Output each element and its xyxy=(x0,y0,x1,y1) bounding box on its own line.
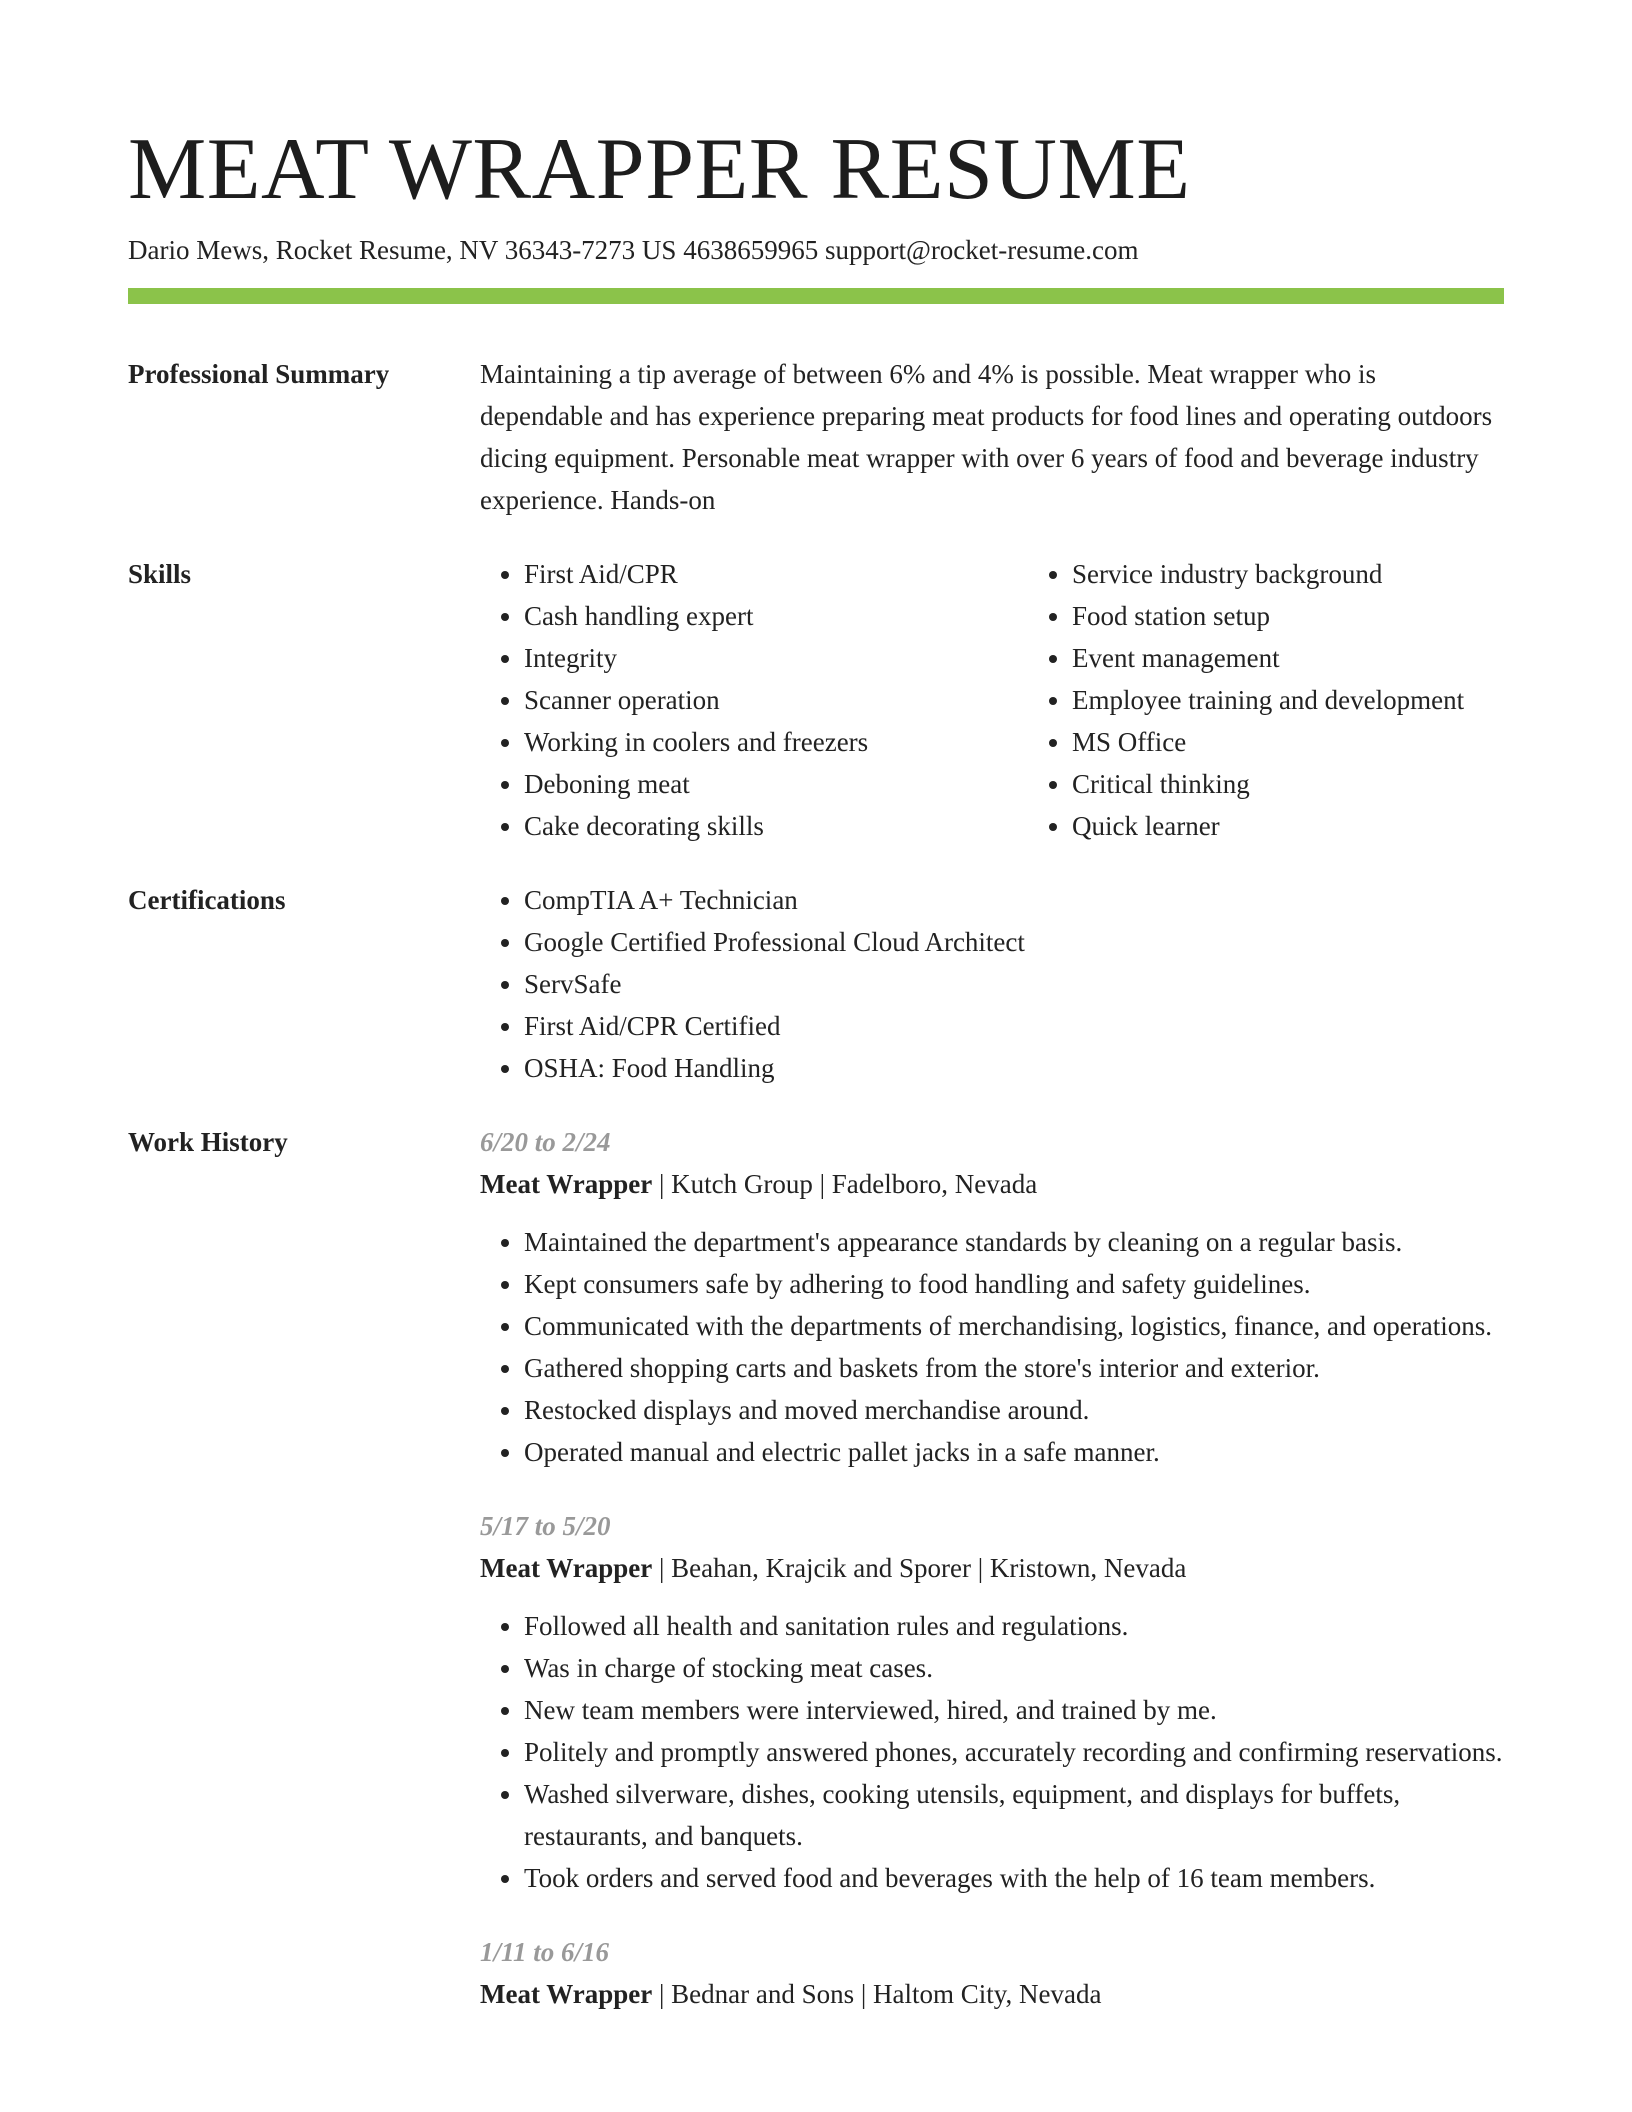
skills-section xyxy=(128,553,1504,847)
job-entry xyxy=(480,1931,1504,2015)
list-item: • Washed silverware, dishes, cooking utensils, equipment, and displays for buffets, restaurants, and banquets. xyxy=(524,1773,1504,1857)
skills-list-right xyxy=(1028,553,1504,847)
work-history-section xyxy=(128,1121,1504,2015)
resume-title: MEAT WRAPPER RESUME xyxy=(128,121,1191,218)
section-label: Certifications xyxy=(128,885,286,915)
list-item: • Cake decorating skills xyxy=(524,805,1028,847)
section-label: Skills xyxy=(128,559,192,589)
list-item: • Cash handling expert xyxy=(524,595,1028,637)
job-employer-location: | Bednar and Sons | Haltom City, Nevada xyxy=(652,1979,1102,2009)
list-item: • Google Certified Professional Cloud Architect xyxy=(524,921,1504,963)
certifications-list xyxy=(480,879,1504,1089)
list-item: • Followed all health and sanitation rules and regulations. xyxy=(524,1605,1504,1647)
list-item: • Quick learner xyxy=(1072,805,1504,847)
header-accent-rule xyxy=(128,288,1504,304)
job-dates: 6/20 to 2/24 xyxy=(480,1127,611,1157)
job-employer-location: | Kutch Group | Fadelboro, Nevada xyxy=(652,1169,1038,1199)
list-item: • New team members were interviewed, hired, and trained by me. xyxy=(524,1689,1504,1731)
job-heading xyxy=(480,1163,1504,1205)
job-dates: 1/11 to 6/16 xyxy=(480,1937,610,1967)
job-title: Meat Wrapper xyxy=(480,1979,653,2009)
list-item: • CompTIA A+ Technician xyxy=(524,879,1504,921)
list-item: • First Aid/CPR Certified xyxy=(524,1005,1504,1047)
job-title: Meat Wrapper xyxy=(480,1553,653,1583)
list-item: • Working in coolers and freezers xyxy=(524,721,1028,763)
list-item: • Was in charge of stocking meat cases. xyxy=(524,1647,1504,1689)
job-dates: 5/17 to 5/20 xyxy=(480,1511,611,1541)
list-item: • First Aid/CPR xyxy=(524,553,1028,595)
list-item: • Employee training and development xyxy=(1072,679,1504,721)
professional-summary-section xyxy=(128,353,1504,521)
skills-list-left xyxy=(480,553,1028,847)
list-item: • Took orders and served food and beverages with the help of 16 team members. xyxy=(524,1857,1504,1899)
list-item: • Gathered shopping carts and baskets from the store's interior and exterior. xyxy=(524,1347,1504,1389)
list-item: • Event management xyxy=(1072,637,1504,679)
list-item: • Service industry background xyxy=(1072,553,1504,595)
job-heading xyxy=(480,1547,1504,1589)
list-item: • Restocked displays and moved merchandise around. xyxy=(524,1389,1504,1431)
list-item: • Operated manual and electric pallet jacks in a safe manner. xyxy=(524,1431,1504,1473)
job-heading xyxy=(480,1973,1504,2015)
resume-page xyxy=(128,120,1504,2015)
list-item: • Scanner operation xyxy=(524,679,1028,721)
certifications-section xyxy=(128,879,1504,1089)
list-item: • ServSafe xyxy=(524,963,1504,1005)
list-item: • MS Office xyxy=(1072,721,1504,763)
contact-line: Dario Mews, Rocket Resume, NV 36343-7273 US 4638659965 support@rocket-resume.com xyxy=(128,235,1139,265)
jobs-list xyxy=(480,1121,1504,2015)
job-duties-list xyxy=(480,1221,1504,1473)
section-label: Professional Summary xyxy=(128,359,390,389)
list-item: • Integrity xyxy=(524,637,1028,679)
job-entry xyxy=(480,1505,1504,1899)
job-employer-location: | Beahan, Krajcik and Sporer | Kristown, Nevada xyxy=(652,1553,1187,1583)
job-duties-list xyxy=(480,1605,1504,1899)
list-item: • Critical thinking xyxy=(1072,763,1504,805)
list-item: • Deboning meat xyxy=(524,763,1028,805)
job-title: Meat Wrapper xyxy=(480,1169,653,1199)
list-item: • Politely and promptly answered phones, accurately recording and confirming reservations. xyxy=(524,1731,1504,1773)
list-item: • Communicated with the departments of merchandising, logistics, finance, and operations. xyxy=(524,1305,1504,1347)
list-item: • Kept consumers safe by adhering to food handling and safety guidelines. xyxy=(524,1263,1504,1305)
list-item: • OSHA: Food Handling xyxy=(524,1047,1504,1089)
section-label: Work History xyxy=(128,1127,288,1157)
job-entry xyxy=(480,1121,1504,1473)
summary-text: Maintaining a tip average of between 6% and 4% is possible. Meat wrapper who is dependable and has experience preparing meat products for food lines and operating outdoors dicing equipment. Personable meat wrapper with over 6 years of food and beverage industry experience. Hands-on xyxy=(480,359,1493,515)
list-item: • Food station setup xyxy=(1072,595,1504,637)
list-item: • Maintained the department's appearance standards by cleaning on a regular basis. xyxy=(524,1221,1504,1263)
